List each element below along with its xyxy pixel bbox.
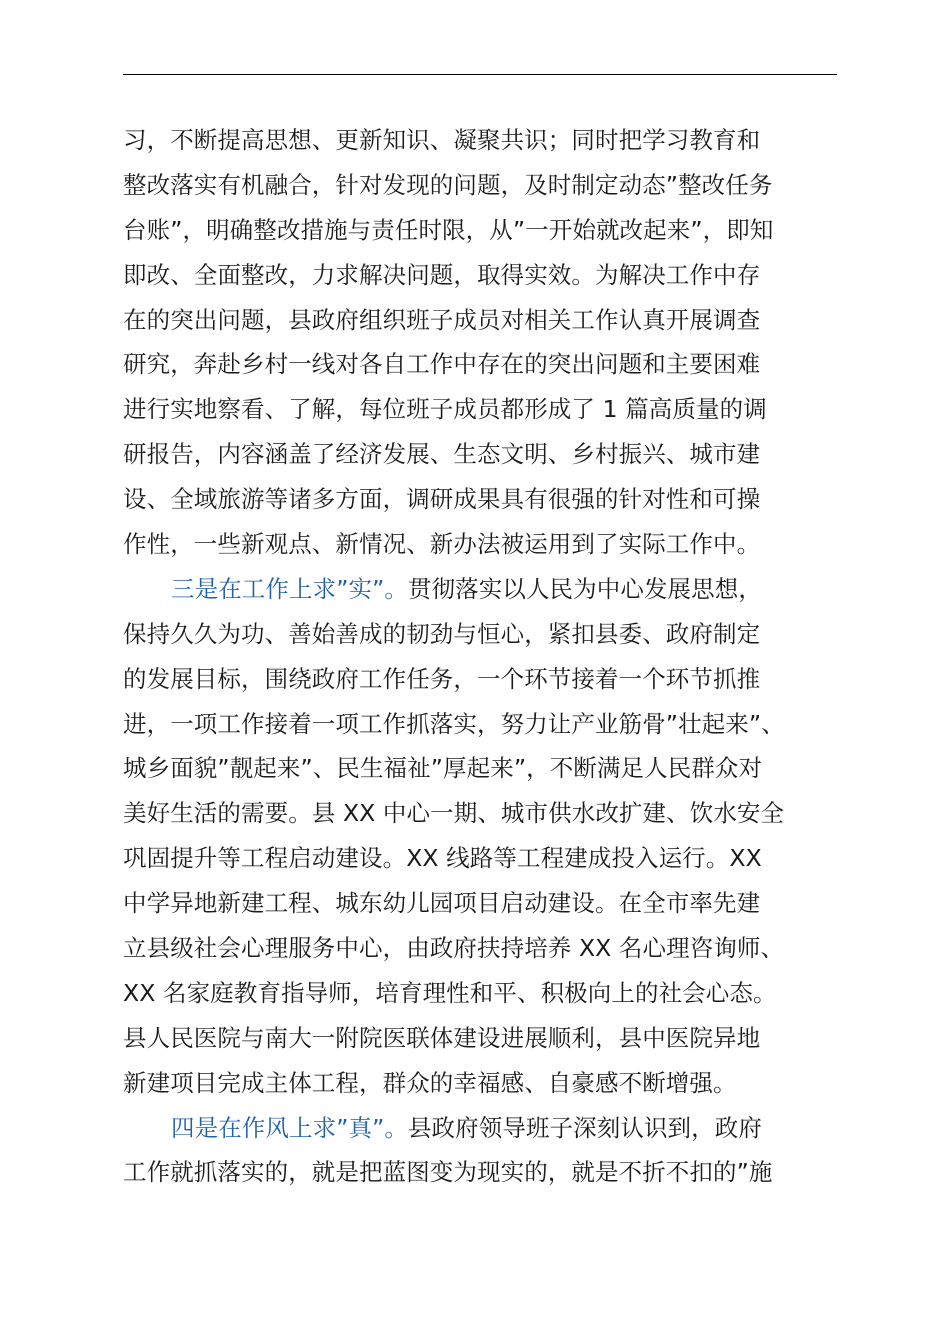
paragraph-style (123, 1106, 839, 1196)
paragraph-work (123, 567, 839, 1106)
text-line: 进，一项工作接着一项工作抓落实，努力让产业筋骨”壮起来”、 (123, 709, 785, 738)
header-rule (123, 74, 837, 75)
document-body (123, 118, 839, 1195)
text-line: 的发展目标，围绕政府工作任务，一个环节接着一个环节抓推 (123, 664, 761, 693)
text-line: 中学异地新建工程、城东幼儿园项目启动建设。在全市率先建 (123, 889, 761, 918)
text-line: 美好生活的需要。县 XX 中心一期、城市供水改扩建、饮水安全 (123, 799, 785, 828)
text-line: 巩固提升等工程启动建设。XX 线路等工程建成投入运行。XX (123, 844, 762, 873)
text-line: XX 名家庭教育指导师，培育理性和平、积极向上的社会心态。 (123, 978, 777, 1007)
text-line: 研究，奔赴乡村一线对各自工作中存在的突出问题和主要困难 (123, 350, 761, 379)
text-line: 整改落实有机融合，针对发现的问题，及时制定动态”整改任务 (123, 170, 773, 199)
text-line-first (123, 567, 839, 612)
text-line: 即改、全面整改，力求解决问题，取得实效。为解决工作中存 (123, 260, 761, 289)
text-line: 工作就抓落实的，就是把蓝图变为现实的，就是不折不扣的”施 (123, 1158, 773, 1187)
text-line-first (123, 1106, 839, 1151)
text-line: 研报告，内容涵盖了经济发展、生态文明、乡村振兴、城市建 (123, 440, 761, 469)
text-line: 习，不断提高思想、更新知识、凝聚共识；同时把学习教育和 (123, 126, 761, 154)
text-line: 台账”，明确整改措施与责任时限，从”一开始就改起来”，即知 (123, 215, 774, 244)
text-line: 设、全域旅游等诸多方面，调研成果具有很强的针对性和可操 (123, 485, 761, 514)
text-line: 在的突出问题，县政府组织班子成员对相关工作认真开展调查 (123, 305, 761, 334)
paragraph-study (123, 118, 839, 567)
text-line: 作性，一些新观点、新情况、新办法被运用到了实际工作中。 (123, 530, 761, 559)
text-line: 进行实地察看、了解，每位班子成员都形成了 1 篇高质量的调 (123, 395, 767, 424)
text-line: 保持久久为功、善始善成的韧劲与恒心，紧扣县委、政府制定 (123, 619, 761, 648)
text-run: 县政府领导班子深刻认识到，政府 (407, 1113, 762, 1142)
text-line: 立县级社会心理服务中心，由政府扶持培养 XX 名心理咨询师、 (123, 934, 785, 963)
text-line: 县人民医院与南大一附院医联体建设进展顺利，县中医院异地 (123, 1023, 761, 1052)
text-line: 新建项目完成主体工程，群众的幸福感、自豪感不断增强。 (123, 1068, 737, 1097)
text-line: 城乡面貌”靓起来”、民生福祉”厚起来”，不断满足人民群众对 (123, 754, 763, 783)
text-run: 贯彻落实以人民为中心发展思想， (407, 574, 762, 603)
section-lead-work: 三是在工作上求”实”。 (171, 574, 408, 603)
section-lead-style: 四是在作风上求”真”。 (171, 1113, 408, 1142)
